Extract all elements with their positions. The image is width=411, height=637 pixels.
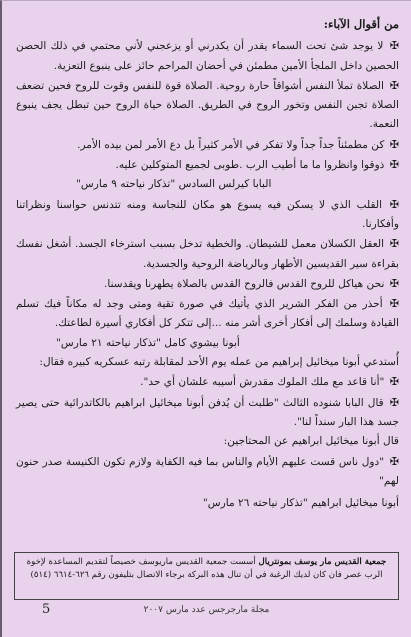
saying-paragraph xyxy=(16,135,399,155)
attribution: البابا كيرلس السادس "تذكار نياحته ٩ مارس" xyxy=(76,178,272,191)
magazine-footer: مجلة مارجرجس عدد مارس ٢٠٠٧ xyxy=(143,605,270,615)
saying-paragraph xyxy=(16,294,399,334)
saying-text: نحن هياكل للروح القدس فالروح القدس بالصلاة يطهرنا ويقدسنا. xyxy=(103,277,385,290)
saying-paragraph xyxy=(16,76,399,135)
saying-paragraph xyxy=(16,36,399,76)
quote-paragraph xyxy=(16,372,399,392)
saying-text: الصلاة تملأ النفس أشواقاً حارة روحية. الصلاة قوة للنفس وقوت للروح فحين تضعف الصلاة تجبن النفس وتخور الروح في الطريق. الصلاة حياة الروح حين تبطل يجف ينبوع النعمة. xyxy=(16,79,399,131)
article-body xyxy=(16,15,399,513)
saying-text: ذوقوا وانظروا ما ما أطيب الرب .طوبى لجميع المتوكلين عليه. xyxy=(115,159,385,172)
ad-title: جمعية القديس مار يوسف بمونتريال xyxy=(258,557,387,567)
quote-text: "أنا قاعد مع ملك الملوك مقدرش أسيبه علشان أي حد". xyxy=(140,376,385,389)
saying-paragraph xyxy=(16,155,399,175)
page-number: 5 xyxy=(42,602,51,617)
ad-body: أسست جمعية القديس ماريوسف خصيصاً لتقديم المساعدة لإخوة الرب عصر فان كان لديك الرغبة في أن تنال هذه البركة برجاء الاتصال بتليفون رقم ٦٢٦-٦٦١٤ (٥١٤) xyxy=(26,557,383,580)
section-heading: من أقوال الآباء: xyxy=(323,17,399,31)
coptic-cross-icon: ✠ xyxy=(389,276,399,290)
coptic-cross-icon: ✠ xyxy=(389,395,399,409)
attribution: أبونا بيشوي كامل "تذكار نياحته ٢١ مارس" xyxy=(56,336,240,349)
quote-paragraph xyxy=(16,452,399,492)
saying-text: القلب الذي لا يسكن فيه يسوع هو مكان للنجاسة ومنه تتدنس حواسنا ونظراتنا وأفكارنا. xyxy=(16,198,399,230)
coptic-cross-icon: ✠ xyxy=(389,197,399,211)
coptic-cross-icon: ✠ xyxy=(389,454,399,468)
coptic-cross-icon: ✠ xyxy=(389,375,399,389)
coptic-cross-icon: ✠ xyxy=(389,158,399,172)
coptic-cross-icon: ✠ xyxy=(389,137,399,151)
saying-text: كن مطمئناً جداً جداً ولا تفكر في الأمر كثيراً بل دع الأمر لمن بيده الأمر. xyxy=(77,138,385,151)
quote-text: "دول ناس قست عليهم الأيام والناس بما فيه الكفاية ولازم تكون الكنيسة صدر حنون لهم" xyxy=(16,455,399,487)
saying-paragraph xyxy=(16,195,399,235)
saying-text: العقل الكسلان معمل للشيطان. والخطية تدخل بسبب استرخاء الجسد. أشغل نفسك بقراءة سير القديسين الأطهار وبالرياضة الروحية والجسدية. xyxy=(16,238,399,270)
coptic-cross-icon: ✠ xyxy=(389,297,399,311)
saying-paragraph xyxy=(16,234,399,274)
coptic-cross-icon: ✠ xyxy=(389,78,399,92)
quote-text: قال البابا شنوده الثالث "طلبت أن يُدفن أبونا ميخائيل ابراهيم بالكاتدرائية حتى يصير جسد هذا البار سنداً لنا". xyxy=(16,396,399,428)
saying-text: لا يوجد شئ تحت السماء يقدر أن يكدرني أو يزعجني لأني محتمي في ذلك الحصن الحصين داخل الملجأ الأمين مطمئن في أحضان المراحم حائز على ينبوع التعزية. xyxy=(16,40,399,72)
saying-paragraph xyxy=(16,274,399,294)
story-intro: أُستدعي أبونا ميخائيل إبراهيم من عمله يوم الأحد لمقابلة رتبه عسكريه كبيره فقال: xyxy=(39,356,399,369)
coptic-cross-icon: ✠ xyxy=(389,237,399,251)
quote-paragraph xyxy=(16,393,399,433)
story-intro: قال أبونا ميخائيل ابراهيم عن المحتاجين: xyxy=(223,435,399,448)
saying-text: أحذر من الفكر الشرير الذي يأتيك في صورة تقية ومتى وجد له مكاناً فيك تسلم القيادة وسلمك إلى أفكار أخرى أشر منه ...إلى تتكر كل أفكاري أسيرة لطاعتك. xyxy=(16,298,399,330)
attribution: أبونا ميخائيل ابراهيم "تذكار نياحته ٢٦ مارس" xyxy=(202,497,399,510)
advertisement-box xyxy=(14,552,399,600)
coptic-cross-icon: ✠ xyxy=(389,39,399,53)
